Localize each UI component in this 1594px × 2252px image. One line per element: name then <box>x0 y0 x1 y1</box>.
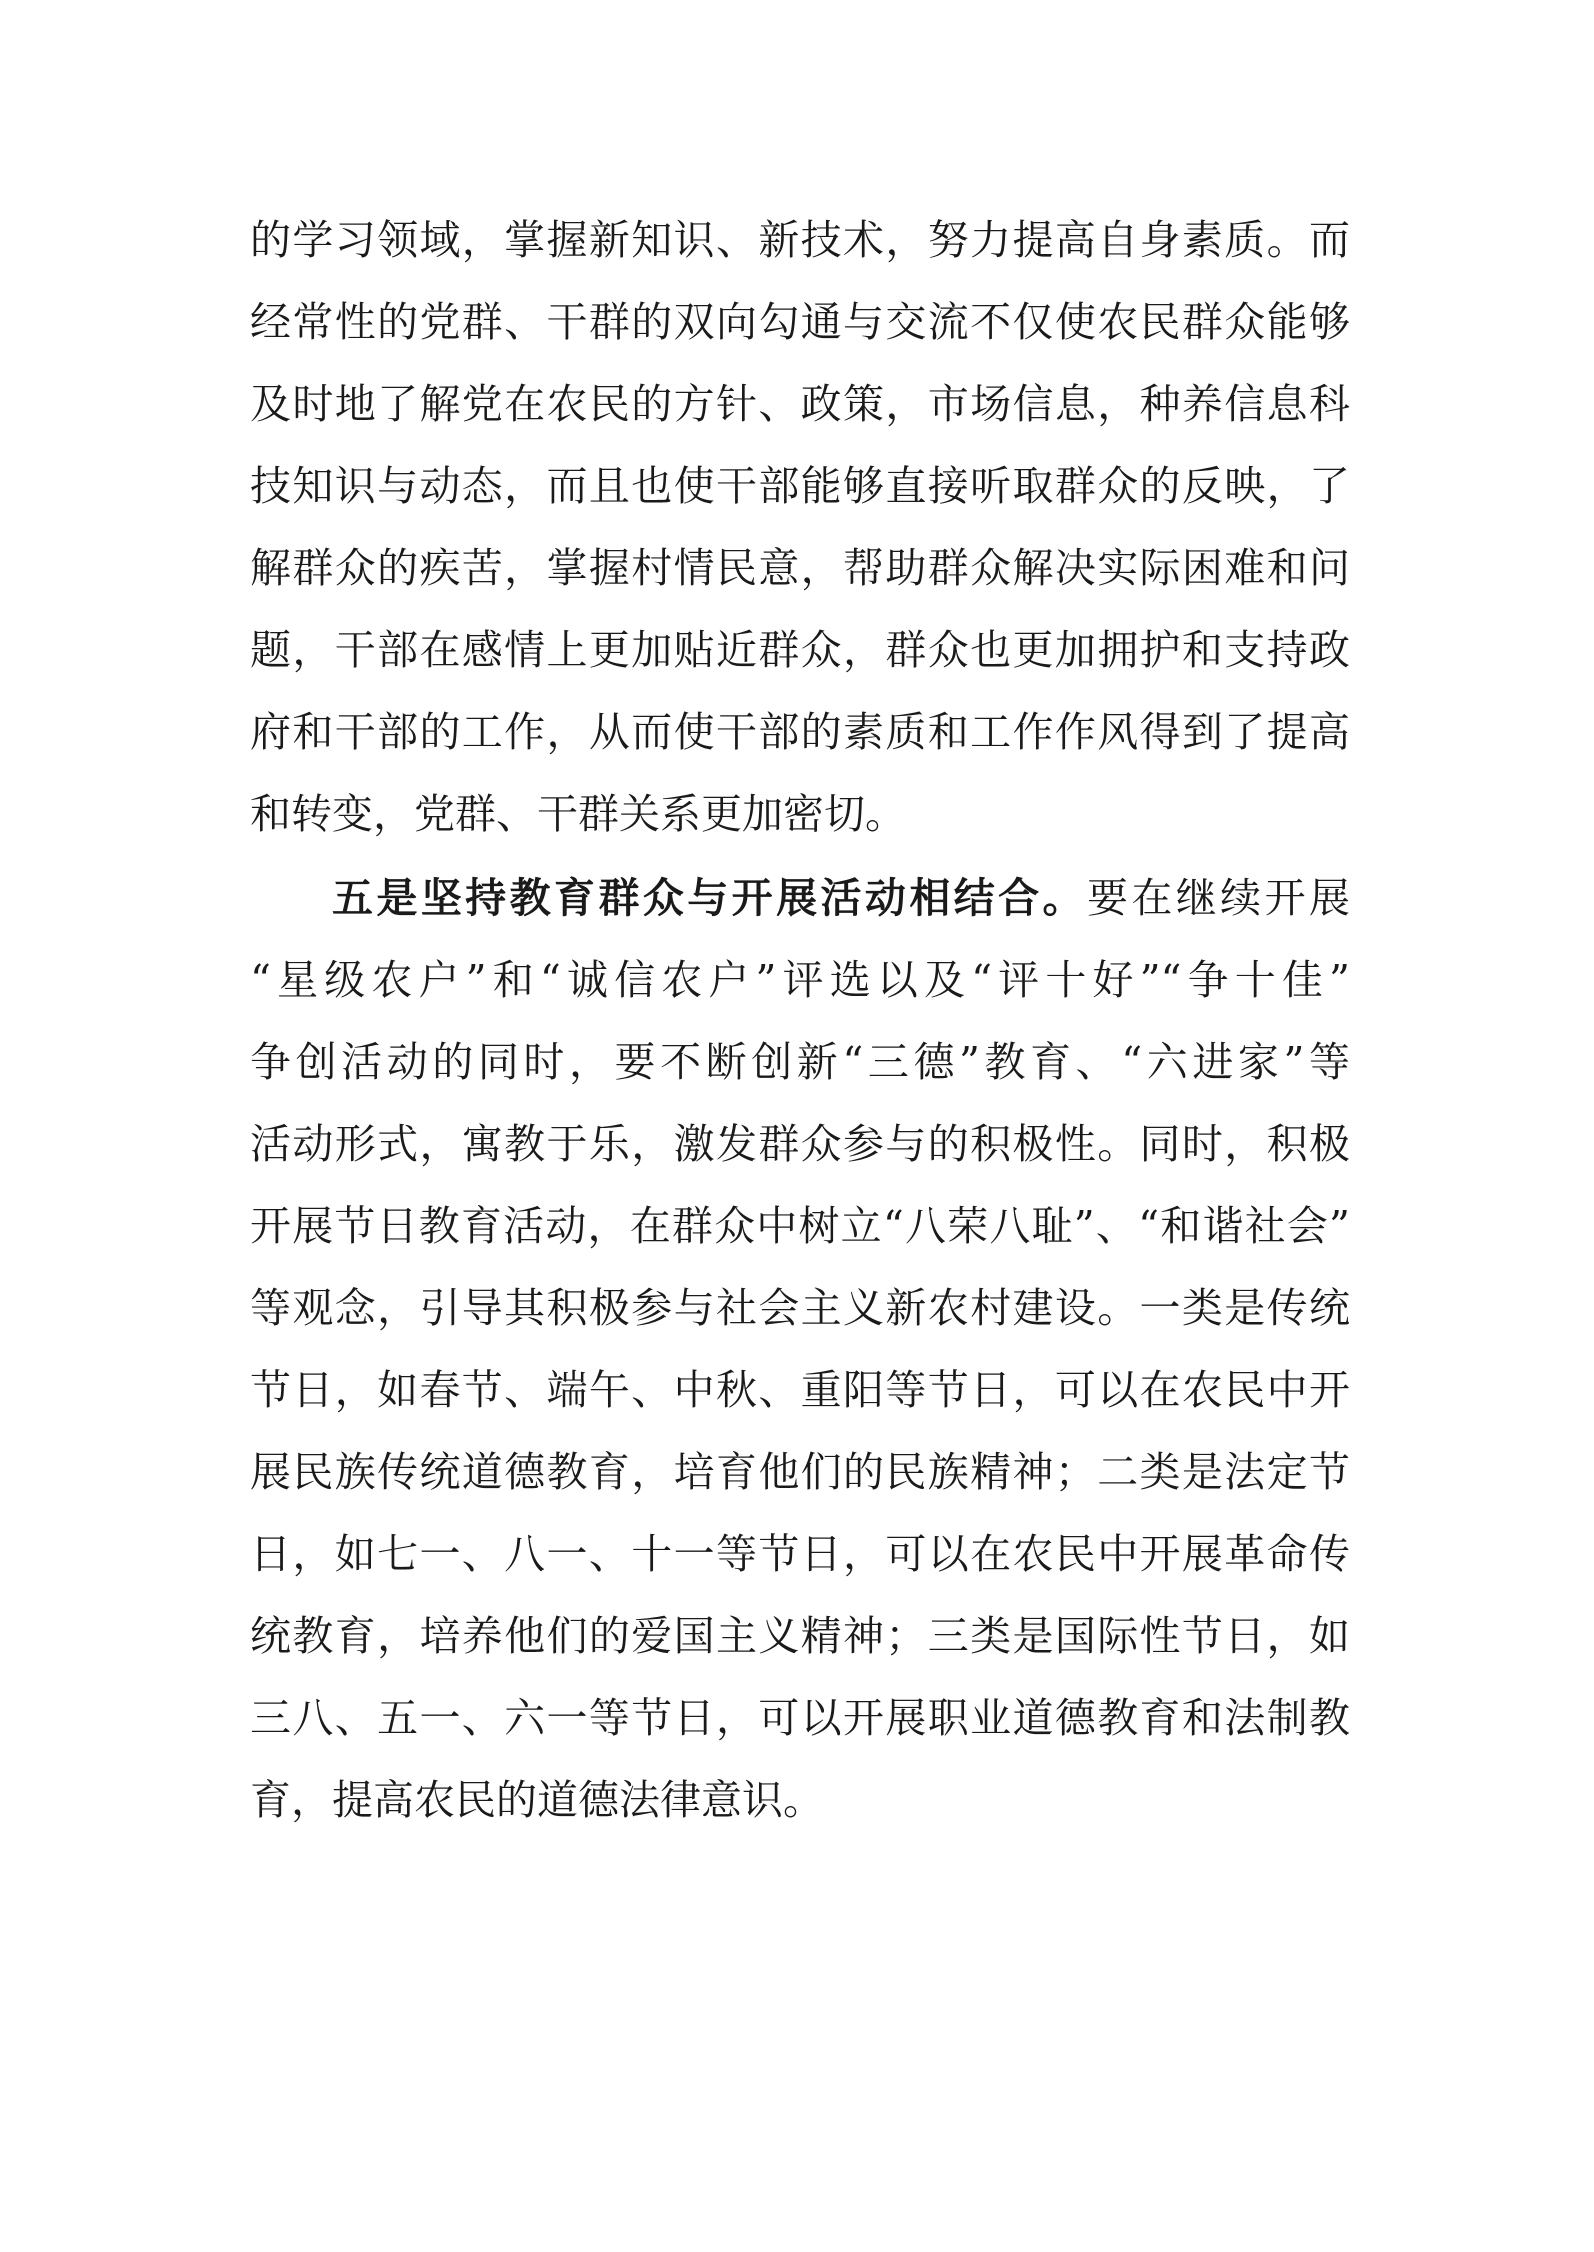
paragraph-line: 府和干部的工作，从而使干部的素质和工作作风得到了提高 <box>250 708 1350 756</box>
paragraph-line: 等观念，引导其积极参与社会主义新农村建设。一类是传统 <box>250 1284 1350 1332</box>
paragraph-line: “星级农户”和“诚信农户”评选以及“评十好”“争十佳” <box>250 956 1350 1004</box>
paragraph-line: 的学习领域，掌握新知识、新技术，努力提高自身素质。而 <box>250 216 1350 264</box>
paragraph-line: 节日，如春节、端午、中秋、重阳等节日，可以在农民中开 <box>250 1366 1350 1414</box>
paragraph-line: 日，如七一、八一、十一等节日，可以在农民中开展革命传 <box>250 1530 1350 1578</box>
paragraph-line: 开展节日教育活动，在群众中树立“八荣八耻”、“和谐社会” <box>250 1202 1350 1250</box>
paragraph-line: 技知识与动态，而且也使干部能够直接听取群众的反映，了 <box>250 462 1350 510</box>
paragraph-line: 争创活动的同时，要不断创新“三德”教育、“六进家”等 <box>250 1038 1350 1086</box>
paragraph-line: 展民族传统道德教育，培育他们的民族精神；二类是法定节 <box>250 1448 1350 1496</box>
paragraph-first-line <box>332 858 1350 938</box>
paragraph-line: 育，提高农民的道德法律意识。 <box>250 1776 824 1824</box>
paragraph-line: 解群众的疾苦，掌握村情民意，帮助群众解决实际困难和问 <box>250 544 1350 592</box>
paragraph-line: 三八、五一、六一等节日，可以开展职业道德教育和法制教 <box>250 1694 1350 1742</box>
paragraph-line-rest: 要在继续开展 <box>1086 874 1350 922</box>
paragraph-line: 题，干部在感情上更加贴近群众，群众也更加拥护和支持政 <box>250 626 1350 674</box>
paragraph-line: 和转变，党群、干群关系更加密切。 <box>250 790 906 838</box>
paragraph-line: 及时地了解党在农民的方针、政策，市场信息，种养信息科 <box>250 380 1350 428</box>
paragraph-line: 经常性的党群、干群的双向勾通与交流不仅使农民群众能够 <box>250 298 1350 346</box>
paragraph-line: 统教育，培养他们的爱国主义精神；三类是国际性节日，如 <box>250 1612 1350 1660</box>
paragraph-line: 活动形式，寓教于乐，激发群众参与的积极性。同时，积极 <box>250 1120 1350 1168</box>
paragraph-lead-heading: 五是坚持教育群众与开展活动相结合。 <box>332 874 1087 922</box>
